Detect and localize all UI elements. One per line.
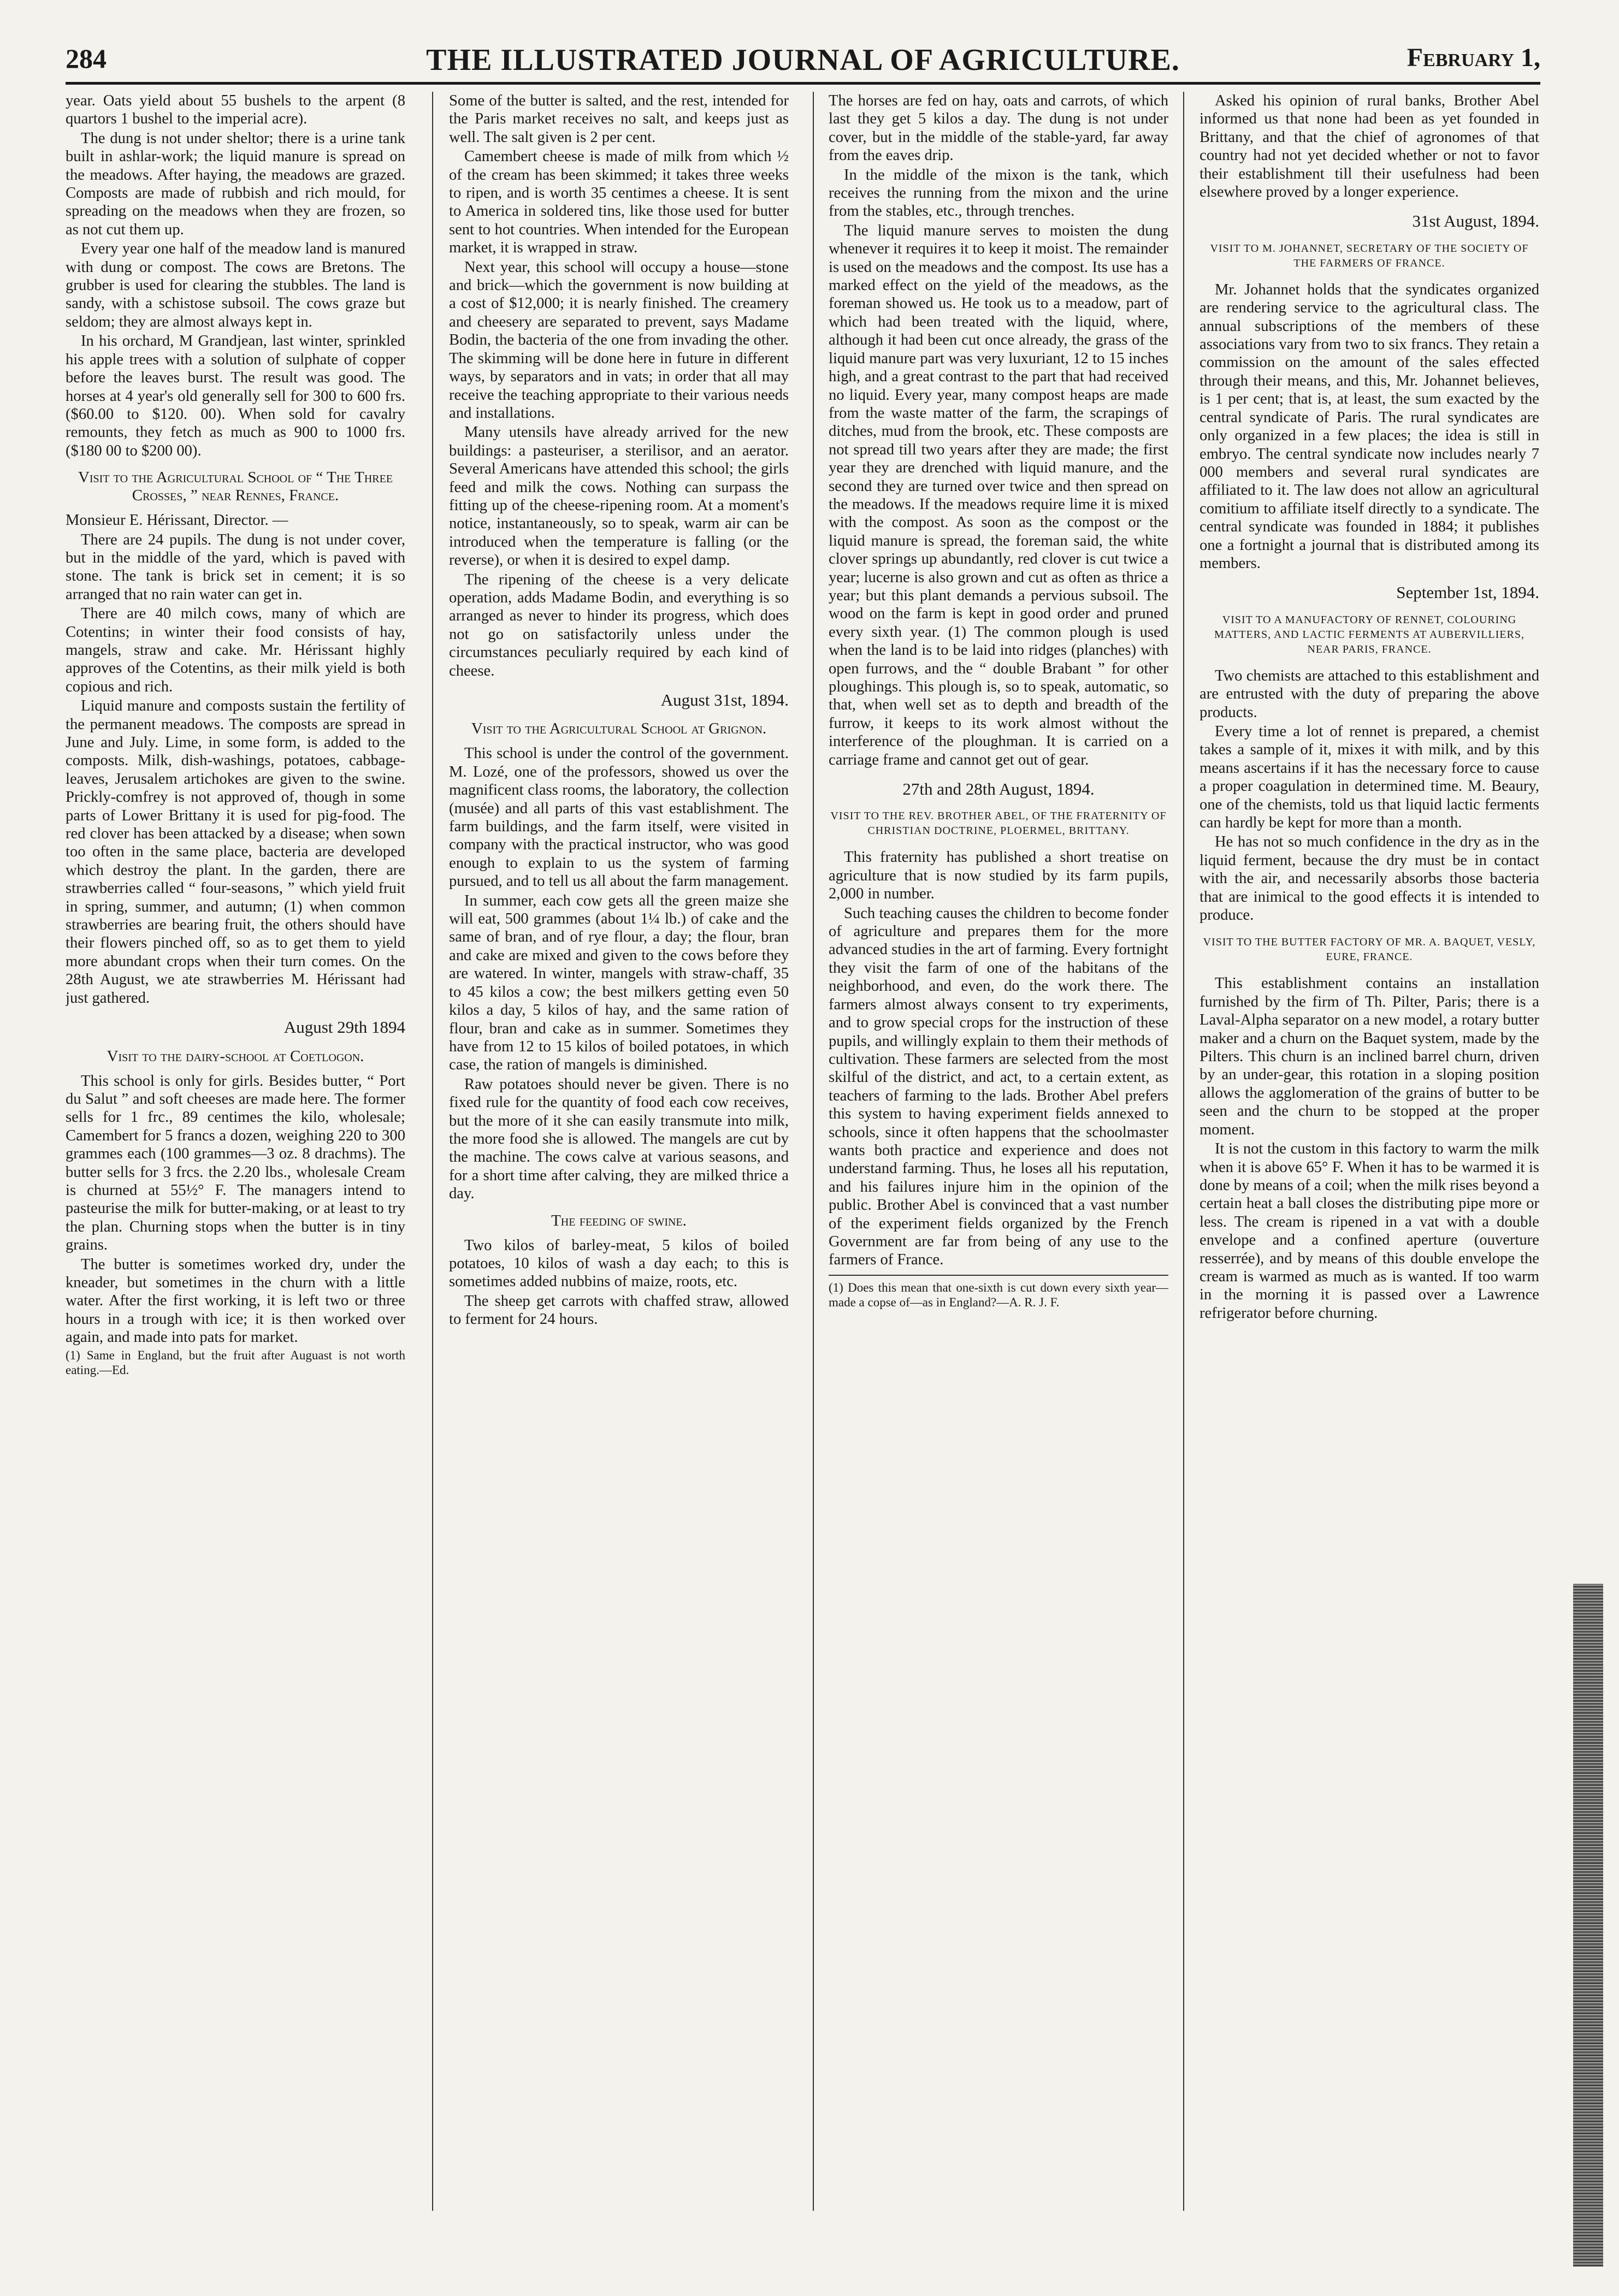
paragraph: year. Oats yield about 55 bushels to the arpent (8 quartors 1 bushel to the imperial acre). (66, 92, 405, 128)
footnote-rule (829, 1275, 1168, 1276)
page-header (66, 43, 1540, 81)
paragraph: This establishment contains an installation furnished by the firm of Th. Pilter, Paris; there is a Laval-Alpha separator on a new model, a rotary butter maker and a churn on the Baquet system, made by the Pilters. This churn is an inclined barrel churn, driven by an under-gear, this rotation in a sloping position allows the agglomeration of the grains of butter to be seen and the churn to be stopped at the proper moment. (1200, 975, 1539, 1138)
column-divider (432, 92, 433, 2211)
paragraph: This fraternity has published a short treatise on agriculture that is now studied by its farm pupils, 2,000 in number. (829, 849, 1168, 903)
paragraph: The sheep get carrots with chaffed straw, allowed to ferment for 24 hours. (449, 1292, 789, 1328)
paragraph: Every year one half of the meadow land is manured with dung or compost. The cows are Bretons. The grubber is used for clearing the stubbles. The land is sandy, with a schistose subsoil. The cows graze but seldom; they are almost always kept in. (66, 240, 405, 330)
paragraph: Many utensils have already arrived for the new buildings: a pasteuriser, a sterilisor, and an aerator. Several Americans have attended this school; the girls feed and milk the cows. Nothing can surpass the fitting up of the cheese-ripening room. At a moment's notice, instantaneously, so to speak, warm air can be introduced when the temperature is falling (or the reverse), or when it is desired to expel damp. (449, 424, 789, 569)
paragraph: This school is only for girls. Besides butter, “ Port du Salut ” and soft cheeses are made here. The former sells for 1 frc., 89 centimes the kilo, wholesale; Camembert for 5 francs a dozen, weighing 220 to 300 grammes each (100 grammes—3 oz. 8 drachms). The butter sells for 3 frcs. the 2.20 lbs., wholesale Cream is churned at 55½° F. The managers intend to pasteurise the milk for butter-making, or at least to try the plan. Churning stops when the butter is in tiny grains. (66, 1072, 405, 1254)
paragraph: Raw potatoes should never be given. There is no fixed rule for the quantity of food each cow receives, but the more of it she can easily transmute into milk, the more food she is allowed. The mangels are cut by the machine. The cows calve at various seasons, and for a short time after calving, they are milked thrice a day. (449, 1075, 789, 1203)
header-rule (66, 82, 1540, 85)
column-1 (66, 92, 405, 2222)
paragraph: In summer, each cow gets all the green maize she will eat, 500 grammes (about 1¼ lb.) of cake and the same of bran, and of rye flour, a day; the flour, bran and cake are mixed and given to the cows before they are watered. In winter, mangels with straw-chaff, 35 to 45 kilos a cow; the best milkers getting even 50 kilos a day, 5 kilos of hay, and the same ration of flour, bran and cake as in summer. Sometimes they have from 12 to 15 kilos of boiled potatoes, in which case, the ration of mangels is diminished. (449, 892, 789, 1074)
paragraph: This school is under the control of the government. M. Lozé, one of the professors, showed us over the magnificent class rooms, the laboratory, the collection (musée) and all parts of this vast establishment. The farm buildings, and the farm itself, were visited in company with the practical instructor, who was good enough to explain to us the system of farming pursued, and to tell us all about the farm management. (449, 745, 789, 890)
paragraph: There are 40 milch cows, many of which are Cotentins; in winter their food consists of hay, mangels, straw and cake. Mr. Hérissant highly approves of the Cotentins, as their milk yield is both copious and rich. (66, 605, 405, 695)
paragraph: Every time a lot of rennet is prepared, a chemist takes a sample of it, mixes it with milk, and by this means ascertains if it has the necessary force to cause a proper coagulation in determined time. M. Beaury, one of the chemists, told us that liquid lactic ferments can hardly be kept for more than a month. (1200, 723, 1539, 831)
paragraph: Two chemists are attached to this establishment and are entrusted with the duty of preparing the above products. (1200, 667, 1539, 721)
paragraph: In the middle of the mixon is the tank, which receives the running from the mixon and the urine from the stables, etc., through trenches. (829, 166, 1168, 220)
section-heading: VISIT TO THE BUTTER FACTORY OF MR. A. BAQUET, VESLY, EURE, FRANCE. (1203, 936, 1536, 963)
paragraph: Such teaching causes the children to become fonder of agriculture and prepares them for the more advanced studies in the art of farming. Every fortnight they visit the farm of one of the habitans of the neighborhood, and even, do the work there. The farmers almost always consent to try experiments, and to grow special crops for the instruction of these pupils, and willingly explain to them their methods of cultivation. These farmers are selected from the most skilful of the district, and act, to a certain extent, as teachers of farming to the lads. Brother Abel prefers this system to having experiment fields annexed to schools, since it often happens that the schoolmaster wants both practice and experience and does not understand farming. Thus, he loses all his reputation, and his failures injure him in the opinion of the public. Brother Abel is convinced that a vast number of the experiment fields organized by the French Government are far from being of any use to the farmers of France. (829, 904, 1168, 1269)
footnote: (1) Same in England, but the fruit after Auguast is not worth eating.—Ed. (66, 1348, 405, 1377)
paragraph: Two kilos of barley-meat, 5 kilos of boiled potatoes, 10 kilos of wash a day each; to this is sometimes added nubbins of maize, roots, etc. (449, 1236, 789, 1291)
section-heading: VISIT TO M. JOHANNET, SECRETARY OF THE SOCIETY OF THE FARMERS OF FRANCE. (1210, 242, 1529, 269)
dateline: September 1st, 1894. (1396, 583, 1539, 602)
paragraph: The ripening of the cheese is a very delicate operation, adds Madame Bodin, and everything is so arranged as never to hinder its progress, which does not go on satisfactorily unless under the circumstances peculiarly required by each kind of cheese. (449, 571, 789, 679)
paragraph: Asked his opinion of rural banks, Brother Abel informed us that none had been as yet founded in Brittany, and that the chief of agronomes of that country had not yet decided whether or not to favor their establishment till their usefulness had been elsewhere proved by a longer experience. (1200, 92, 1539, 201)
paragraph: The liquid manure serves to moisten the dung whenever it requires it to keep it moist. The remainder is used on the meadows and the compost. Its use has a marked effect on the yield of the meadows, as the foreman showed us. He took us to a meadow, part of which had been treated with the liquid, where, although it had been cut once already, the grass of the liquid manure part was very luxuriant, 12 to 15 inches high, and a great contrast to the part that had received no liquid. Every year, many compost heaps are made from the waste matter of the farm, the scrapings of ditches, mud from the brook, etc. These composts are not spread till two years after they are made; the first year they are drenched with liquid manure, and the second they are turned over twice and then spread on the meadows. If the meadows require lime it is mixed with the compost. As soon as the compost or the liquid manure is spread, the foreman said, the white clover springs up abundantly, red clover is cut twice a year; lucerne is also grown and cut as often as thrice a year; but this plant demands a pervious subsoil. The wood on the farm is kept in good order and pruned every sixth year. (1) The common plough is used when the land is to be laid into ridges (planches) with open furrows, and the “ double Brabant ” for other ploughings. This plough is, so to speak, automatic, so that, when well set as to depth and breadth of the furrow, it keeps to its work almost without the interference of the ploughman. It is carried on a carriage frame and cannot get out of gear. (829, 222, 1168, 768)
journal-title: THE ILLUSTRATED JOURNAL OF AGRICULTURE. (426, 43, 1180, 77)
paragraph: He has not so much confidence in the dry as in the liquid ferment, because the dry must be in contact with the air, and necessarily absorbs those bacteria that are inimical to the good effects it is intended to produce. (1200, 833, 1539, 924)
paragraph: Camembert cheese is made of milk from which ½ of the cream has been skimmed; it takes three weeks to ripen, and is worth 35 centimes a cheese. It is sent to America in soldered tins, like those used for butter sent to hot countries. When intended for the European market, it is wrapped in straw. (449, 148, 789, 257)
section-heading: VISIT TO A MANUFACTORY OF RENNET, COLOURING MATTERS, AND LACTIC FERMENTS AT AUBERVILLIERS, NEAR PARIS, FRANCE. (1214, 613, 1525, 655)
column-2 (449, 92, 789, 2222)
section-heading: The feeding of swine. (551, 1211, 687, 1229)
director-line: Monsieur E. Hérissant, Director. — (66, 512, 288, 529)
dateline: 31st August, 1894. (1412, 211, 1539, 231)
section-heading: VISIT TO THE REV. BROTHER ABEL, OF THE FRATERNITY OF CHRISTIAN DOCTRINE, PLOERMEL, BRITTANY. (830, 810, 1167, 837)
page-number: 284 (66, 43, 107, 74)
dateline: 27th and 28th August, 1894. (902, 779, 1095, 799)
paragraph: There are 24 pupils. The dung is not under cover, but in the middle of the yard, which is paved with stone. The tank is brick set in cement; it is so arranged that no rain water can get in. (66, 531, 405, 603)
paragraph: The butter is sometimes worked dry, under the kneader, but sometimes in the churn with a little water. After the first working, it is left two or three hours in a trough with ice; it is then worked over again, and made into pats for market. (66, 1256, 405, 1346)
section-heading: Visit to the Agricultural School of “ The Three Crosses, ” near Rennes, France. (78, 469, 393, 505)
paragraph: Some of the butter is salted, and the rest, intended for the Paris market receives no salt, and keeps just as well. The salt given is 2 per cent. (449, 92, 789, 146)
section-heading: Visit to the dairy-school at Coetlogon. (107, 1047, 364, 1065)
paragraph: The horses are fed on hay, oats and carrots, of which last they get 5 kilos a day. The dung is not under cover, but in the middle of the stable-yard, far away from the eaves drip. (829, 92, 1168, 164)
column-divider (813, 92, 814, 2211)
paragraph: Liquid manure and composts sustain the fertility of the permanent meadows. The composts are spread in June and July. Lime, in some form, is added to the composts. Milk, dish-washings, potatoes, cabbage-leaves, Jerusalem artichokes are given to the swine. Prickly-comfrey is not approved of, though in some parts of Lower Brittany it is used for pig-food. The red clover has been attacked by a disease; when sown too often in the same place, bacteria are developed which destroy the plant. In the garden, there are strawberries called “ four-seasons, ” which yield fruit in spring, summer, and autumn; (1) when common strawberries are bearing fruit, the others should have their flowers pinched off, so as to get them to yield more abundant crops when their turn comes. On the 28th August, we ate strawberries M. Hérissant had just gathered. (66, 697, 405, 1007)
column-3 (829, 92, 1168, 2222)
scan-edge-artifact (1573, 1584, 1603, 2267)
paragraph: It is not the custom in this factory to warm the milk when it is above 65° F. When it has to be warmed it is done by means of a coil; when the milk rises beyond a certain heat a ball closes the distributing pipe more or less. The cream is ripened in a vat with a double envelope and a confined aperture (ouverture resserrée), and by means of this double envelope the cream is warmed as much as is wanted. If too warm in the morning it is passed over a Lawrence refrigerator before churning. (1200, 1140, 1539, 1322)
column-divider (1183, 92, 1184, 2211)
section-heading: Visit to the Agricultural School at Grignon. (471, 720, 767, 738)
dateline: August 29th 1894 (283, 1017, 405, 1037)
column-4 (1200, 92, 1539, 2222)
paragraph: Mr. Johannet holds that the syndicates organized are rendering service to the agricultural class. The annual subscriptions of the members of these associations vary from two to six francs. They retain a commission on the amount of the sales effected through their means, and this, Mr. Johannet believes, is 1 per cent; that is, at least, the sum exacted by the central syndicate of Paris. The rural syndicates are only organized in a few places; the idea is still in embryo. The central syndicate now includes nearly 7 000 members and several rural syndicates are affiliated to it. The law does not allow an agricultural comitium to affiliate itself directly to a syndicate. The central syndicate was founded in 1884; it publishes one a fortnight a journal that is distributed among its members. (1200, 281, 1539, 572)
paragraph: The dung is not under sheltor; there is a urine tank built in ashlar-work; the liquid manure is spread on the meadows. After haying, the meadows are grazed. Composts are made of rubbish and rich mould, for spreading on the meadows when they are frozen, so as not cut them up. (66, 129, 405, 238)
issue-date: February 1, (1407, 43, 1540, 72)
paragraph: Next year, this school will occupy a house—stone and brick—which the government is now building at a cost of $12,000; it is nearly finished. The creamery and cheesery are separated to prevent, says Madame Bodin, the bacteria of the one from invading the other. The skimming will be done here in future in different ways, by separators and in vats; in order that all may receive the teaching appropriate to their various needs and installations. (449, 258, 789, 422)
dateline: August 31st, 1894. (660, 690, 789, 709)
footnote: (1) Does this mean that one-sixth is cut down every sixth year—made a copse of—as in England?—A. R. J. F. (829, 1280, 1168, 1309)
paragraph: In his orchard, M Grandjean, last winter, sprinkled his apple trees with a solution of sulphate of copper before the leaves burst. The result was good. The horses at 4 year's old generally sell for 300 to 600 frs. ($60.00 to $120. 00). When sold for cavalry remounts, they fetch as much as 900 to 1000 frs. ($180 00 to $200 00). (66, 333, 405, 459)
